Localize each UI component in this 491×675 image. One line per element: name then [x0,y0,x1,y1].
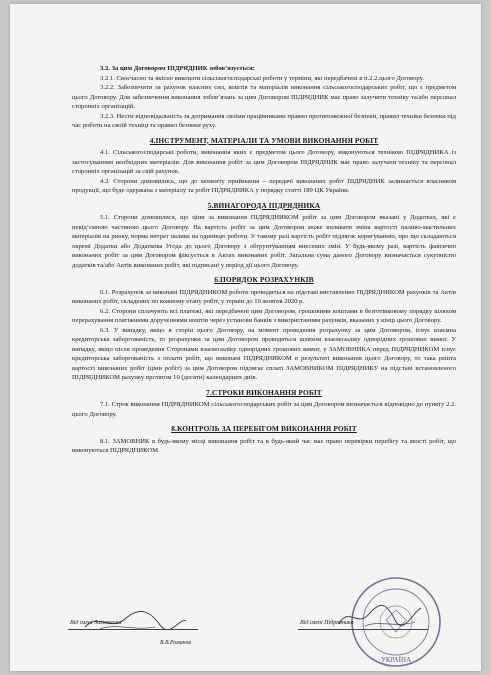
heading-section-6: 6.ПОРЯДОК РОЗРАХУНКІВ [214,275,314,284]
clause-8-1: 8.1. ЗАМОВНИК в будь-якому місці виконання робіт та в будь-який час має право перевірки перебігу та якості робіт, що виконуються ПІДРЯДНИКОМ. [72,437,456,454]
customer-signature-line [68,629,198,630]
clause-6-2: 6.2. Сторони сплачують всі платежі, які передбачені цим Договором, грошовими коштами в безготівковому порядку шляхом перерахування платіжними дорученнями коштів через установи банків з використанням рахунків, вказаних у кінці цього Договору. [72,307,456,324]
clause-7-1: 7.1. Строк виконання ПІДРЯДНИКОМ сільськогосподарських робіт за цим Договором визначається відповідно до пункту 2.2. цього Договору. [72,401,456,418]
clause-4-1: 4.1. Сільськогосподарські роботи, виконання яких є предметом цього Договору, виконуються технікою ПІДРЯДНИКА із застосуванням необхідних матеріалів. Для виконання робіт за цим Договором ПІДРЯДНИК має право залучати техніку та персонал сторонніх організацій за свій рахунок. [72,149,456,175]
signature-area [10,620,481,671]
clause-6-3: 6.3. У випадку, якщо в сторін цього Договору, на момент проведення розрахунку за цим Договором, існує взаємна кредиторська заборгованість, то розрахунки за цим Договором проводяться шляхом взаємозаліку однорідних грошових вимог. У випадку, якщо після проведення Сторонами взаємозаліку однорідних грошових вимог, у ЗАМОВНИКА перед ПІДРЯДНИКОМ існує кредиторська заборгованість з оплати робіт, що виконані ПІДРЯДНИКОМ в результаті виконання цього Договору, то така решта вартості виконаних робіт (ціни робіт) за цим Договором підлягає сплаті ЗАМОВНИКОМ ПІДРЯДНИКУ на підставі встановленого ПІДРЯДНИКОМ рахунку протягом 10 (десяти) календарних днів. [72,326,456,381]
document-page [10,4,481,671]
heading-section-5: 5.ВИНАГОРОДА ПІДРЯДНИКА [207,200,321,210]
contractor-signature-line [298,629,428,630]
heading-section-4: 4.ІНСТРУМЕНТ, МАТЕРІАЛИ ТА УМОВИ ВИКОНАННЯ РОБІТ [149,135,379,145]
clause-3-2-1: 3.2.1. Своєчасно та якісно виконати сільськогосподарські роботи у терміни, які передбачені в п.2.2.цього Договору. [100,74,424,82]
clause-3-2-3: 3.2.3. Нести відповідальність за дотримання своїми працівниками правил протипожежної безпеки, правил техніки безпеки під час роботи на своїй техніці та правил безпеки руху. [72,112,456,129]
heading-section-8: 8.КОНТРОЛЬ ЗА ПЕРЕБІГОМ ВИКОНАННЯ РОБІТ [171,424,357,433]
clause-5-1: 5.1. Сторони домовилися, що ціни за виконання ПІДРЯДНИКОМ робіт за цим Договором вказані у Додатках, які є невід’ємною частиною цього Договору. На вартість робіт за цим Договором може впливати зміна вартості паливо-мастильних матеріалів на ринку, норма витрат палива на одиницю роботи. У такому разі вартість робіт підлягає коригуванню, про що складаються окремі Додатки або Додаткова Угода до цього Договору з обгрунтуванням внесених змін. У будь-якому разі, вартість фактично виконаних робіт за цим Договором фіксується в Актах виконаних робіт. Загальна сума даного Договору визначається сукупністю додатків та/або Актів виконаних робіт, які підписані у період дії цього Договору. [72,214,456,269]
heading-section-7: 7.СТРОКИ ВИКОНАННЯ РОБІТ [206,387,322,397]
document-body [72,64,456,456]
stamp-text: УКРАЇНА [380,656,412,664]
customer-signature-label: Від імені Замовника [70,620,122,626]
clause-4-2: 4.2. Сторони домовились, що до моменту приймання – передачі виконаних робіт ПІДРЯДНИК залишається власником продукції, що буде одержана з матеріалу та робіт ПІДРЯДНИКА у порядку статті 189 ЦК України. [72,177,456,194]
clause-6-1: 6.1. Розрахунок за виконані ПІДРЯДНИКОМ роботи проводиться на підставі виставлених ПІДРЯДНИКОМ рахунків та Актів виконаних робіт, складених по кожному етапу робіт, у термін до 10 жовтня 2020 р. [72,288,456,305]
customer-signatory-name: В.В.Романов [160,640,191,646]
contractor-signature-label: Від імені Підрядника [300,620,354,626]
clause-3-2: 3.2. За цим Договором ПІДРЯДНИК зобов’язується: [100,65,255,72]
clause-3-2-2: 3.2.2. Забезпечити за рахунок власних сил, коштів та матеріалів виконання сільськогосподарських робіт, що є предметом цього Договору. Для забезпечення виконання зобов’язань за цим Договором ПІДРЯДНИК має право залучити техніку та/або персонал сторонніх організацій. [72,84,456,110]
